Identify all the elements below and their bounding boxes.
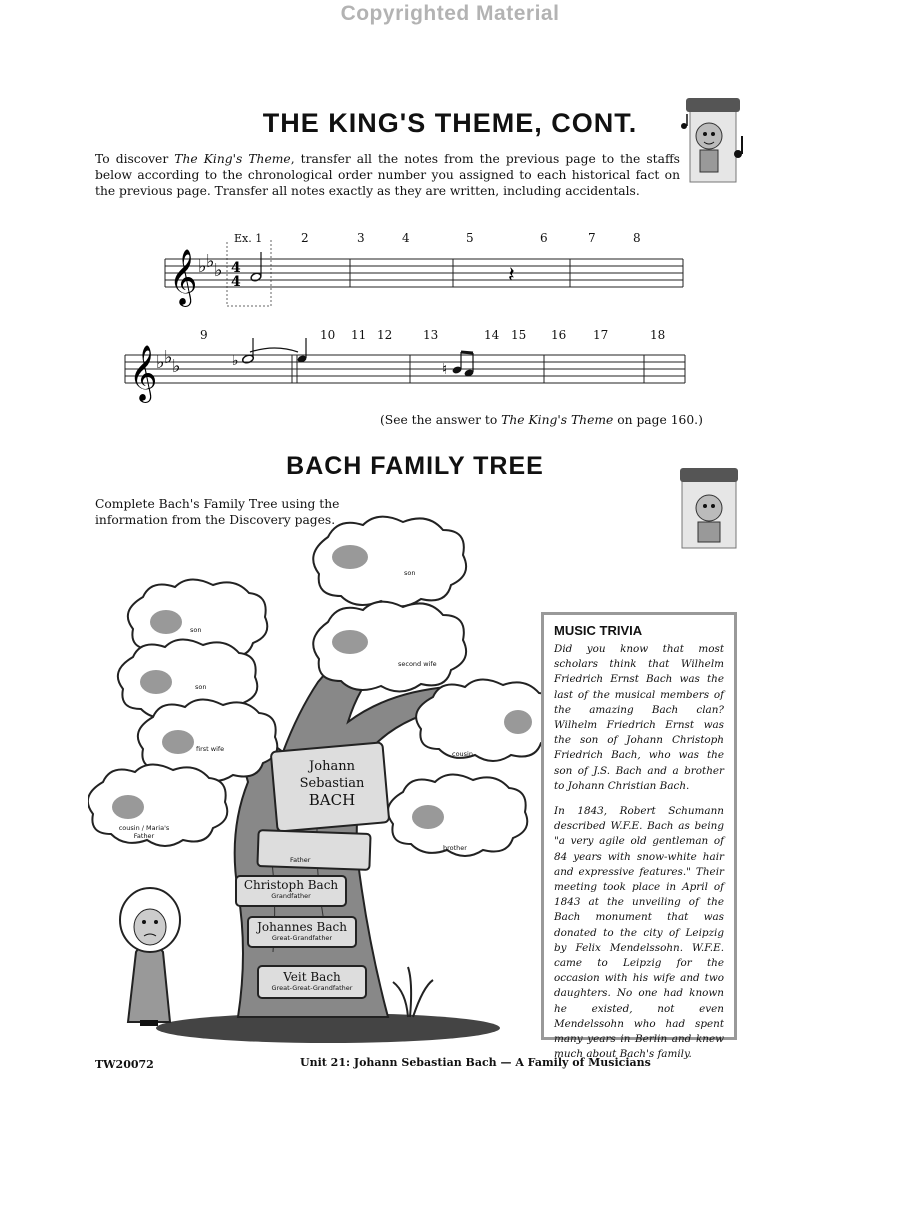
time-signature: 4 [231,274,241,290]
staff1-number: 4 [402,231,410,245]
leaf-label: son [404,569,416,577]
treble-clef-icon: 𝄞 [129,345,158,401]
thinker-badge [678,466,740,552]
staff2-number: 9 [200,328,208,342]
treble-clef-icon: 𝄞 [169,249,198,305]
jsb-name-line: BACH [308,791,356,809]
root-name: Christoph Bach [243,878,339,892]
staff2-number: 14 [484,328,500,342]
leaf-label: second wife [398,660,437,668]
jsb-name-line: Sebastian [299,776,365,791]
example-half-note [250,252,262,282]
family-tree-instructions: Complete Bach's Family Tree using the information from the Discovery pages. [95,497,340,527]
root-relation: Great-Grandfather [271,934,333,942]
flat-icon: ♭ [164,347,173,368]
staff2-number: 10 [320,328,336,342]
staff1-number: 2 [301,231,309,245]
staff1-number: 5 [466,231,474,245]
tied-half-note [242,338,298,364]
father-sign [257,830,370,870]
footer-code: TW20072 [95,1058,154,1071]
leaf-label: son [190,626,202,634]
flat-icon: ♭ [214,260,223,281]
bach-character [120,888,180,1026]
trivia-paragraph: In 1843, Robert Schumann described W.F.E. Bach as being "a very agile old gentleman of 84 years with snow-white hair and expressive features." Their meeting took place in April of 1843 at the unveiling of the Bach monument that was donated to the city of Leipzig by Felix Mendelssohn. W.F.E. came to Leipzig for the occasion with his wife and two daughters. No one had known he existed, not even Mendelssohn who had spent many years in Berlin and knew much about Bach's family. [554,805,724,1061]
answer-emphasis: The King's Theme [501,413,614,427]
flat-icon: ♭ [232,353,239,369]
staff2-number: 12 [377,328,393,342]
staff1-number: 3 [357,231,365,245]
answer-reference [380,413,703,427]
thinker-character-icon [678,466,740,552]
kings-theme-instructions [95,151,680,199]
quarter-rest-icon: 𝄽 [508,263,515,288]
root-relation: Grandfather [271,892,311,900]
answer-text-start: (See the answer to [380,413,502,427]
flat-icon: ♭ [198,256,207,277]
leaf-label: brother [443,844,467,852]
leaf-label: cousin / Maria's Father [118,824,170,840]
father-label: Father [290,856,311,864]
staff2-number: 16 [551,328,567,342]
time-signature: 4 [231,260,241,276]
staff2-number: 15 [511,328,527,342]
staff1-number: 8 [633,231,641,245]
intro-text-start: To discover [95,152,175,166]
music-staff-2 [120,338,690,408]
root-sign-text [258,970,366,992]
natural-icon: ♮ [442,360,448,378]
staff1-number: 6 [540,231,548,245]
flat-icon: ♭ [206,251,215,272]
quarter-note [297,338,308,364]
root-relation: Great-Great-Grandfather [271,984,353,992]
intro-emphasis: The King's Theme [174,152,291,166]
grass-plant [393,967,433,1017]
root-sign-text [248,920,356,942]
leaf-label: son [195,683,207,691]
music-staff-1 [160,240,690,310]
trivia-heading: MUSIC TRIVIA [554,623,643,638]
kings-theme-title: THE KING'S THEME, CONT. [262,108,638,138]
root-name: Veit Bach [283,970,341,984]
answer-text-end: on page 160.) [613,413,703,427]
flat-icon: ♭ [172,356,181,377]
staff2-number: 13 [423,328,439,342]
leaf-label: cousin [452,750,473,758]
footer-unit: Unit 21: Johann Sebastian Bach — A Family of Musicians [300,1056,651,1069]
staff1-number: 7 [588,231,596,245]
flat-icon: ♭ [156,352,165,373]
staff1-number: Ex. 1 [234,232,263,245]
staff2-number: 18 [650,328,666,342]
composer-character-icon [676,96,750,184]
music-trivia-box [541,612,737,1061]
composer-badge [676,96,750,184]
trivia-paragraph: Did you know that most scholars think that Wilhelm Friedrich Ernst Bach was the last of the musical members of the amazing Bach clan? Wilhelm Friedrich Ernst was the son of Johann Christoph Friedrich Bach, who was the son of J.S. Bach and a brother to Johann Christian Bach. [554,643,724,792]
jsb-name-line: Johann [309,759,355,774]
copyright-watermark: Copyrighted Material [340,2,560,25]
family-tree-title: BACH FAMILY TREE [286,452,544,480]
intro-text-end: , transfer all the notes from the previous page to the staffs below according to the chronological order number you assigned to each historical fact on the previous page. Transfer all notes exactly as they are written, including accidentals. [95,152,680,198]
staff2-number: 17 [593,328,609,342]
eighth-notes [452,352,475,378]
leaf-label: first wife [196,745,225,753]
staff2-number: 11 [351,328,367,342]
root-name: Johannes Bach [257,920,347,934]
jsb-sign-text [282,758,382,809]
root-sign-text [236,878,346,900]
